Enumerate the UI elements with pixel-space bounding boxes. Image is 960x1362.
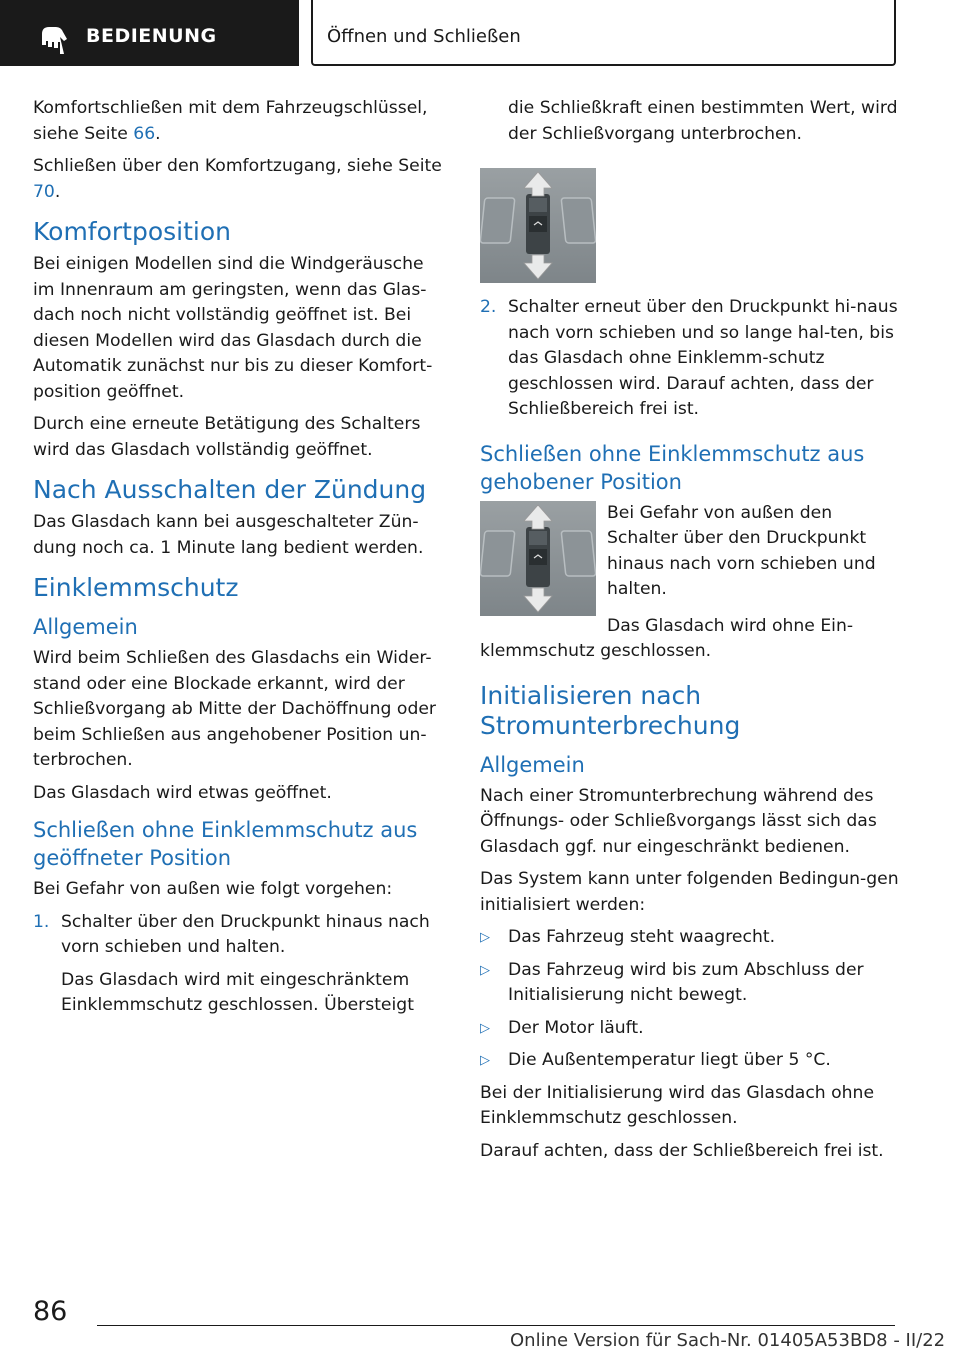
section-tab: [0, 0, 299, 66]
heading-zuendung: Nach Ausschalten der Zündung: [33, 475, 427, 504]
paragraph: Bei Gefahr von außen wie folgt vorgehen:: [33, 879, 393, 899]
left-column: [33, 96, 447, 1033]
heading-einklemmschutz: Einklemmschutz: [33, 573, 239, 602]
roof-switch-illustration: [480, 168, 596, 283]
page-link[interactable]: 66: [133, 123, 156, 144]
paragraph: Bei der Initialisierung wird das Glasdach ohne Einklemmschutz geschlossen.: [480, 1082, 875, 1128]
list-item: [480, 1048, 900, 1074]
step-1: [33, 910, 447, 1026]
subheading-ohne-einklemmschutz-gehoben: Schließen ohne Einklemmschutz aus gehobener Position: [480, 441, 865, 494]
list-item: [480, 925, 900, 951]
text: Schließen über den Komfortzugang, siehe Seite: [33, 156, 442, 176]
step-number: 1.: [33, 911, 50, 932]
step-subtext: die Schließkraft einen bestimmten Wert, wird der Schließvorgang unterbrochen.: [508, 98, 898, 144]
list-item: [480, 1016, 900, 1042]
paragraph: Das Glasdach wird ohne Ein-klemmschutz geschlossen.: [480, 615, 854, 661]
page-link[interactable]: 70: [33, 181, 55, 202]
step-body: [61, 910, 447, 1026]
paragraph: Bei Gefahr von außen den Schalter über den Druckpunkt hinaus nach vorn schieben und halten.: [607, 502, 876, 599]
chapter-title: Öffnen und Schließen: [327, 26, 521, 47]
paragraph: [33, 96, 447, 147]
paragraph: Nach einer Stromunterbrechung während des Öffnungs- oder Schließvorgangs lässt sich das Glasdach ggf. nur eingeschränkt bedienen.: [480, 785, 877, 857]
list-item-text: Der Motor läuft.: [508, 1017, 644, 1038]
right-column: [480, 96, 900, 1171]
paragraph: Das System kann unter folgenden Bedingun-gen initialisiert werden:: [480, 869, 899, 915]
step-number: 2.: [480, 297, 497, 317]
subheading-ohne-einklemmschutz-geoeffnet: Schließen ohne Einklemmschutz aus geöffneter Position: [33, 818, 418, 870]
triangle-bullet-icon: ▷: [480, 962, 490, 978]
pointing-hand-icon: [36, 24, 70, 58]
roof-switch-illustration: [480, 501, 596, 616]
heading-komfortposition: Komfortposition: [33, 217, 231, 246]
paragraph: Das Glasdach wird etwas geöffnet.: [33, 782, 332, 803]
roof-switch-open-icon: [480, 168, 596, 283]
subheading-allgemein: Allgemein: [33, 615, 138, 639]
step-text: Schalter über den Druckpunkt hinaus nach vorn schieben und halten.: [61, 911, 430, 957]
list-item-text: Die Außentemperatur liegt über 5 °C.: [508, 1050, 831, 1070]
paragraph: Darauf achten, dass der Schließbereich frei ist.: [480, 1140, 884, 1161]
title-box: [311, 0, 896, 66]
paragraph: Bei einigen Modellen sind die Windgeräusche im Innenraum am geringsten, wenn das Glas-dach noch nicht vollständig geöffnet ist. Bei diesen Modellen wird das Glasdach durch die Automatik zunächst nur bis zu dieser Komfort-position geöffnet.: [33, 254, 433, 402]
text: .: [155, 123, 161, 144]
illustration-with-text: [480, 501, 900, 616]
footer-online-version: Online Version für Sach-Nr. 01405A53BD8 - II/22: [510, 1330, 946, 1351]
step-spacer: [480, 96, 508, 154]
section-label: BEDIENUNG: [86, 25, 217, 47]
step-text: Schalter erneut über den Druckpunkt hi-naus nach vorn schieben und so lange hal-ten, bis das Glasdach ohne Einklemm-schutz geschlossen wird. Darauf achten, dass der Schließbereich frei ist.: [508, 297, 898, 419]
heading-initialisieren: Initialisieren nach Stromunterbrechung: [480, 680, 741, 740]
paragraph: Durch eine erneute Betätigung des Schalters wird das Glasdach vollständig geöffnet.: [33, 414, 421, 460]
text: Komfortschließen mit dem Fahrzeugschlüssel, siehe Seite: [33, 98, 428, 144]
page-number: 86: [33, 1296, 68, 1327]
paragraph: Das Glasdach kann bei ausgeschalteter Zün-dung noch ca. 1 Minute lang bedient werden.: [33, 512, 424, 558]
step-subtext: Das Glasdach wird mit eingeschränktem Einklemmschutz geschlossen. Übersteigt: [61, 969, 414, 1015]
footer-divider: [97, 1325, 895, 1326]
paragraph: Wird beim Schließen des Glasdachs ein Wider-stand oder eine Blockade erkannt, wird der Schließvorgang ab Mitte der Dachöffnung oder beim Schließen aus angehobener Position un-terbrochen.: [33, 648, 436, 770]
list-item: [480, 958, 900, 1009]
list-item-text: Das Fahrzeug steht waagrecht.: [508, 927, 776, 947]
list-item-text: Das Fahrzeug wird bis zum Abschluss der Initialisierung nicht bewegt.: [508, 959, 864, 1005]
page-header: [0, 0, 960, 66]
subheading-allgemein: Allgemein: [480, 752, 585, 777]
roof-switch-raised-icon: [480, 501, 596, 616]
triangle-bullet-icon: ▷: [480, 1020, 490, 1036]
paragraph: [33, 154, 447, 205]
triangle-bullet-icon: ▷: [480, 930, 490, 945]
text: .: [54, 181, 61, 202]
illustration-caption: [607, 501, 900, 616]
triangle-bullet-icon: ▷: [480, 1053, 490, 1068]
step-1-continued: [480, 96, 900, 154]
step-2: [480, 295, 900, 430]
